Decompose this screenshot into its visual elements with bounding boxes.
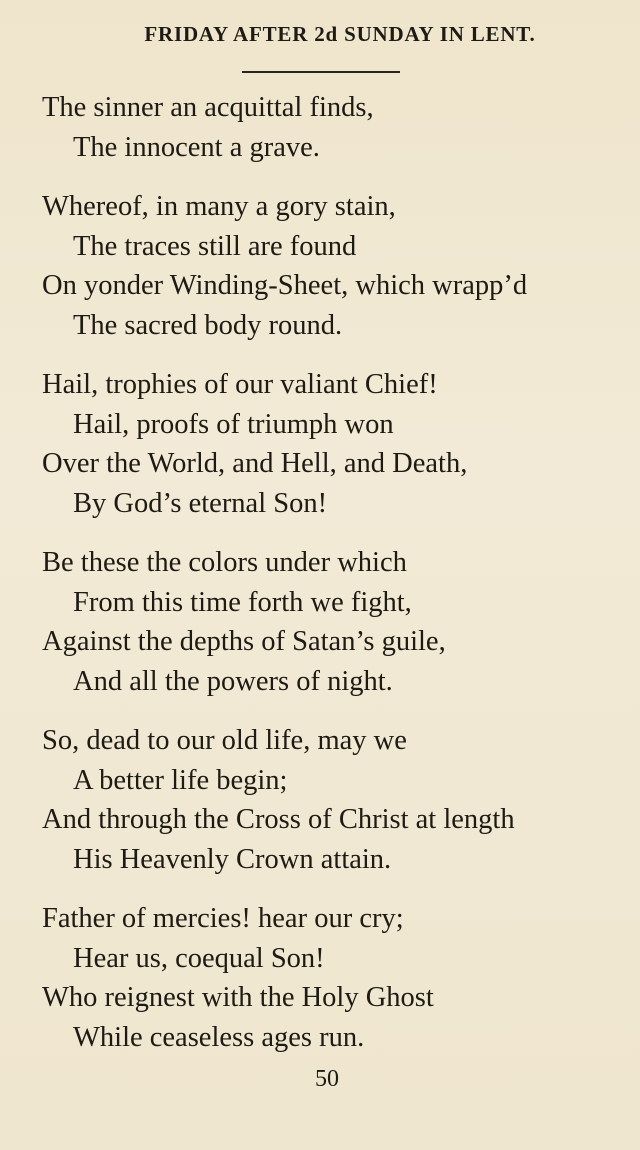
stanza-4	[42, 543, 620, 701]
verse-line: A better life begin;	[73, 764, 288, 796]
verse-line: Be these the colors under which	[42, 547, 407, 578]
verse-line: And all the powers of night.	[73, 665, 393, 697]
running-head: FRIDAY AFTER 2d SUNDAY IN LENT.	[144, 22, 536, 46]
page-number: 50	[315, 1066, 339, 1092]
verse-line: On yonder Winding-Sheet, which wrapp’d	[42, 270, 528, 301]
verse-line: The sinner an acquittal finds,	[42, 92, 374, 123]
verse-line: Over the World, and Hell, and Death,	[42, 448, 468, 479]
verse-line: Father of mercies! hear our cry;	[42, 903, 404, 934]
verse-line: Hear us, coequal Son!	[73, 942, 325, 974]
poem	[42, 88, 620, 1077]
verse-line: While ceaseless ages run.	[73, 1021, 365, 1053]
stanza-1	[42, 88, 620, 167]
verse-line: The sacred body round.	[73, 309, 343, 341]
stanza-3	[42, 365, 620, 523]
verse-line: From this time forth we fight,	[73, 586, 412, 618]
verse-line: His Heavenly Crown attain.	[73, 843, 392, 875]
verse-line: Against the depths of Satan’s guile,	[42, 626, 446, 657]
verse-line: The innocent a grave.	[73, 131, 320, 163]
verse-line: Whereof, in many a gory stain,	[42, 191, 396, 222]
verse-line: Hail, proofs of triumph won	[73, 408, 394, 440]
stanza-2	[42, 187, 620, 345]
verse-line: Hail, trophies of our valiant Chief!	[42, 369, 438, 400]
stanza-5	[42, 721, 620, 879]
verse-line: So, dead to our old life, may we	[42, 725, 407, 756]
verse-line: And through the Cross of Christ at length	[42, 804, 515, 835]
verse-line: By God’s eternal Son!	[73, 487, 328, 519]
stanza-6	[42, 899, 620, 1057]
verse-line: The traces still are found	[73, 230, 357, 262]
header-rule	[242, 71, 400, 73]
verse-line: Who reignest with the Holy Ghost	[42, 982, 434, 1013]
